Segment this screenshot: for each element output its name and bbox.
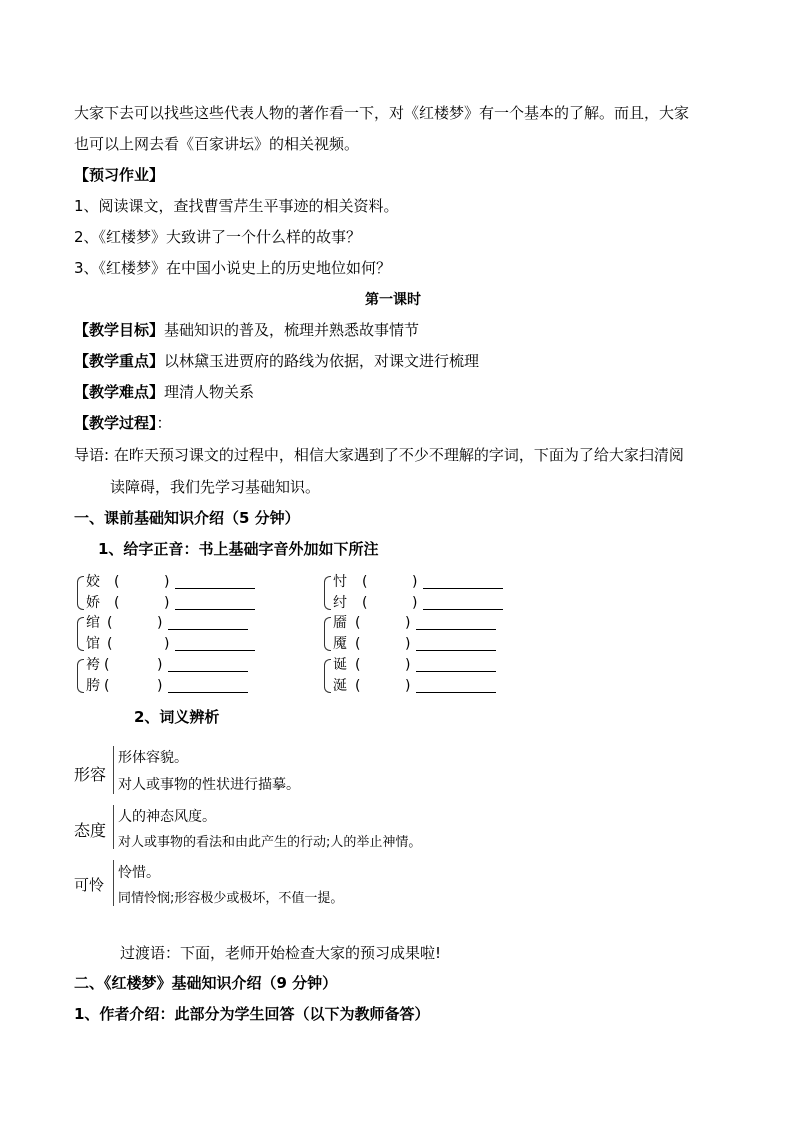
goal-label: 【教学目标】 <box>74 321 165 339</box>
paren-close: ) <box>412 574 418 590</box>
paren-close: ) <box>164 574 170 590</box>
paren-open: ( <box>104 657 110 673</box>
paren-open: ( <box>355 615 361 631</box>
section1-sub2: 2、词义辨析 <box>134 708 220 726</box>
preview-item-1: 1、阅读课文，查找曹雪芹生平事迹的相关资料。 <box>74 197 399 215</box>
paren-open: ( <box>114 574 120 590</box>
paren-close: ) <box>412 595 418 611</box>
goal-text: 基础知识的普及，梳理并熟悉故事情节 <box>164 321 420 339</box>
process-row <box>74 413 172 433</box>
paren-open: ( <box>355 678 361 694</box>
vocab-def-2b: 对人或事物的看法和由此产生的行动;人的举止神情。 <box>118 835 422 850</box>
answer-blank[interactable] <box>168 671 248 672</box>
brace-right-3 <box>324 659 331 693</box>
char-right-4: 魇 <box>333 636 347 652</box>
answer-blank[interactable] <box>168 629 248 630</box>
paren-open: ( <box>114 595 120 611</box>
paren-close: ) <box>405 657 411 673</box>
answer-blank[interactable] <box>175 609 255 610</box>
answer-blank[interactable] <box>175 650 255 651</box>
answer-blank[interactable] <box>423 588 503 589</box>
section1-sub1: 1、给字正音：书上基础字音外加如下所注 <box>98 540 379 558</box>
brace-left-2 <box>77 617 84 651</box>
vocab-word-3: 可怜 <box>74 876 105 894</box>
char-left-4: 馆 <box>86 636 100 652</box>
difficulty-row <box>74 382 254 402</box>
paren-close: ) <box>164 636 170 652</box>
difficulty-text: 理清人物关系 <box>164 383 255 401</box>
answer-blank[interactable] <box>416 671 496 672</box>
char-left-2: 娇 <box>86 595 100 611</box>
char-left-1: 姣 <box>86 574 100 590</box>
transition-line: 过渡语：下面，老师开始检查大家的预习成果啦! <box>120 944 442 962</box>
answer-blank[interactable] <box>416 650 496 651</box>
paren-open: ( <box>107 615 113 631</box>
key-label: 【教学重点】 <box>74 352 165 370</box>
paren-open: ( <box>107 636 113 652</box>
paren-open: ( <box>355 657 361 673</box>
paren-close: ) <box>405 615 411 631</box>
char-left-3: 绾 <box>86 615 100 631</box>
char-right-3: 靥 <box>333 615 347 631</box>
paren-close: ) <box>157 678 163 694</box>
char-right-1: 忖 <box>333 574 347 590</box>
char-right-2: 纣 <box>333 595 347 611</box>
paren-close: ) <box>157 657 163 673</box>
char-left-6: 胯 <box>86 678 100 694</box>
vocab-word-1: 形容 <box>74 765 107 784</box>
lesson-title: 第一课时 <box>365 292 421 308</box>
brace-left-3 <box>77 659 84 693</box>
paren-open: ( <box>362 574 368 590</box>
paren-open: ( <box>104 678 110 694</box>
process-suffix: ： <box>156 414 172 432</box>
paren-open: ( <box>362 595 368 611</box>
preview-item-3: 3、《红楼梦》在中国小说史上的历史地位如何？ <box>74 259 392 277</box>
answer-blank[interactable] <box>168 692 248 693</box>
key-row <box>74 351 479 371</box>
section2-sub1: 1、作者介绍：此部分为学生回答（以下为教师备答） <box>74 1005 430 1023</box>
answer-blank[interactable] <box>416 629 496 630</box>
paren-close: ) <box>164 595 170 611</box>
answer-blank[interactable] <box>423 609 503 610</box>
section2-heading: 二、《红楼梦》基础知识介绍（9 分钟） <box>74 974 338 992</box>
section1-heading: 一、课前基础知识介绍（5 分钟） <box>74 509 300 527</box>
intro-line-2: 也可以上网去看《百家讲坛》的相关视频。 <box>74 135 360 153</box>
vocab-def-3b: 同情怜悯;形容极少或极坏，不值一提。 <box>118 891 344 906</box>
char-left-5: 袴 <box>86 657 100 673</box>
paren-close: ) <box>157 615 163 631</box>
difficulty-label: 【教学难点】 <box>74 383 165 401</box>
preview-heading: 【预习作业】 <box>74 166 165 184</box>
goal-row <box>74 320 419 340</box>
intro-line-1: 大家下去可以找些这些代表人物的著作看一下，对《红楼梦》有一个基本的了解。而且，大家 <box>74 104 690 122</box>
preview-item-2: 2、《红楼梦》大致讲了一个什么样的故事？ <box>74 228 362 246</box>
vocab-word-2: 态度 <box>74 821 107 840</box>
vocab-def-3a: 怜惜。 <box>118 865 160 881</box>
vocab-def-1a: 形体容貌。 <box>118 750 188 766</box>
brace-right-1 <box>324 576 331 610</box>
paren-open: ( <box>355 636 361 652</box>
guide-line-1: 导语: 在昨天预习课文的过程中，相信大家遇到了不少不理解的字词，下面为了给大家扫清阅 <box>74 446 684 464</box>
guide-line-2: 读障碍，我们先学习基础知识。 <box>110 478 321 496</box>
key-text: 以林黛玉进贾府的路线为依据，对课文进行梳理 <box>164 352 480 370</box>
brace-right-2 <box>324 617 331 651</box>
vocab-def-2a: 人的神态风度。 <box>118 809 216 825</box>
brace-left-1 <box>77 576 84 610</box>
paren-close: ) <box>405 636 411 652</box>
paren-close: ) <box>405 678 411 694</box>
char-right-6: 涎 <box>333 678 347 694</box>
process-label: 【教学过程】 <box>74 414 157 432</box>
vocab-def-1b: 对人或事物的性状进行描摹。 <box>118 777 300 793</box>
answer-blank[interactable] <box>416 692 496 693</box>
answer-blank[interactable] <box>175 588 255 589</box>
char-right-5: 诞 <box>333 657 347 673</box>
